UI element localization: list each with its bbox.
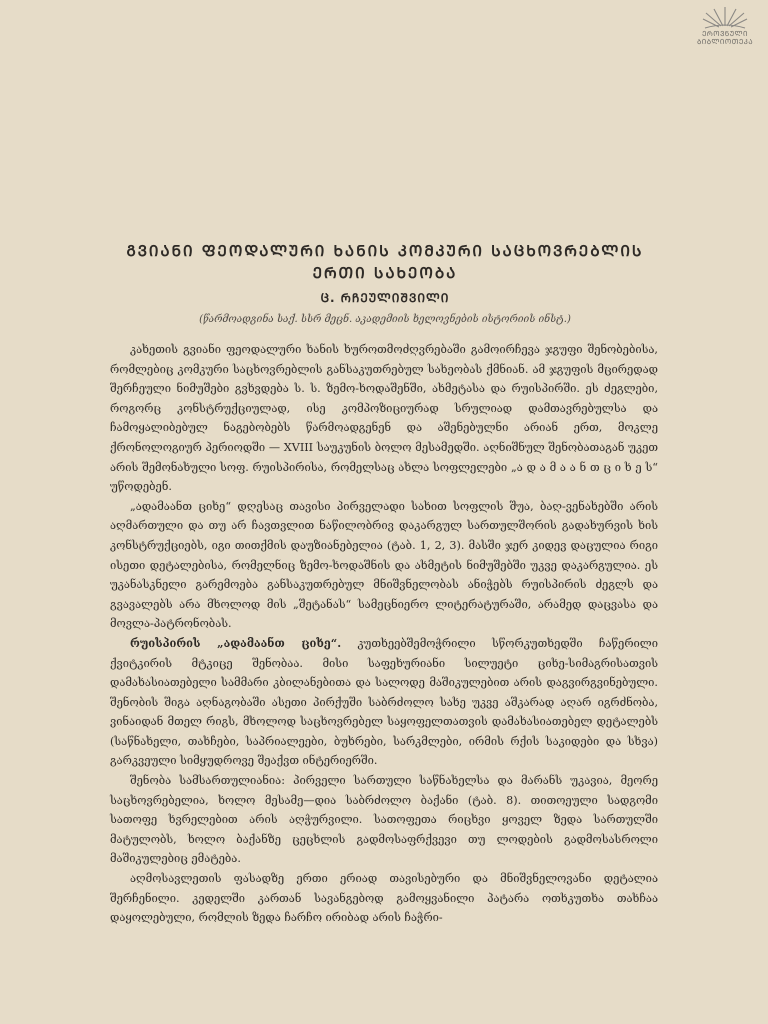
paragraph-4-text: შენობა სამსართულიანია: პირველი სართული საწნახელსა და მარანს უკავია, მეორე საცხოვრებელია, ხოლო მესამე—დია საბრძოლო ბაქანი (ტაბ. 8). თითოეული სადგომი სათოფე ხვრელებით არის აღჭურვილი. სათოფეთა რიცხვი ყოველ ზედა სართულში მატულობს, ხოლო ბაქანზე ცეცხლის გადმოსაფრქვევი თუ ლოდების გადმოსასროლი მაშიკულებიც ემატება. [110,774,658,866]
paragraph-2 [110,497,658,634]
paragraph-5 [110,869,658,928]
paragraph-3-lead: რუისპირის „ადამაანთ ციხე“. [130,635,342,650]
author-affiliation: (წარმოადგინა საქ. სსრ მეცნ. აკადემიის ხელოვნების ისტორიის ინსტ.) [199,314,571,325]
paragraph-5-text: აღმოსავლეთის ფასადზე ერთი ერიად თავისებური და მნიშვნელოვანი დეტალია შერჩენილი. კედელში კართან სავანგებოდ გამოყვანილი პატარა ოთხკუთხა თახჩაა დაყოლებული, რომლის ზედა ჩარჩო ირიბად არის ჩაჭრი- [110,872,658,925]
paragraph-2-text: „ადამაანთ ციხე“ დღესაც თავისი პირველადი სახით სოფლის შუა, ბაღ-ვენახებში არის აღმართული და თუ არ ჩავთვლით ნაწილობრივ დაკარგულ სართულშორის გადახურვის ხის კონსტრუქციებს, იგი თითქმის დაუზიანებელია (ტაბ. 1, 2, 3). მასში ჯერ კიდევ დაცულია რიგი ისეთი დეტალებისა, რომელნიც ზემო-ხოდაშნის და ახმეტის ნიმუშებში უკვე დაკარგულია. ეს უკანასკნელი გარემოება განსაკუთრებულ მნიშვნელობას ანიჭებს რუისპირის ძეგლს და გვავალებს არა მხოლოდ მის „შეტანას“ სამეცნიერო ლიტერატურაში, არამედ დაცვასა და მოვლა-პატრონობას. [110,499,658,631]
title-line-2: ᲔᲠᲗᲘ ᲡᲐᲮᲔᲝᲑᲐ [312,264,458,282]
paragraph-3 [110,634,658,771]
paragraph-1 [110,340,658,497]
paragraph-1-text: კახეთის გვიანი ფეოდალური ხანის ხუროთმოძღვრებაში გამოირჩევა ჯგუფი შენობებისა, რომლებიც კომკური საცხოვრებლის განსაკუთრებულ სახეობას ქმნიან. ამ ჯგუფის მცირედად შერჩეული ნიმუშები გვხვდება ს. ს. ზემო-ხოდაშენში, ახმეტასა და რუისპირში. ეს ძეგლები, როგორც კონსტრუქციულად, ისე კომპოზიციურად სრულიად დამთავრებულსა და ჩამოყალიბებულ ნაგებობებს წარმოადგენენ და აშენებულნი არიან ერთ, მოკლე ქრონოლოგიურ პერიოდში — XVIII საუკუნის ბოლო მესამედში. აღნიშნულ შენობათაგან უკეთ არის შემონახული სოფ. რუისპირისა, რომელსაც ახლა სოფლელები „ა დ ა მ ა ა ნ თ ც ი ხ ე ს“ უწოდებენ. [110,343,658,494]
book-fan-icon [700,4,750,30]
author-name: Ც. ᲠᲩᲔᲣᲚᲘᲨᲕᲘᲚᲘ [320,291,450,305]
paragraph-4 [110,771,658,869]
title-line-1: ᲒᲕᲘᲐᲜᲘ ᲤᲔᲝᲓᲐᲚᲣᲠᲘ ᲮᲐᲜᲘᲡ ᲙᲝᲛᲙᲣᲠᲘ ᲡᲐᲪᲮᲝᲕᲠᲔᲑᲚᲘᲡ [126,242,644,260]
article-title [100,240,670,284]
paragraph-3-text: კუთხეებშემოჭრილი სწორკუთხედში ჩაწერილი ქვიტკირის მტკიცე შენობაა. მისი საფეხურიანი სილუეტი ციხე-სიმაგრისათვის დამახასიათებელი სამმარი კბილანებითა და სალოდე მაშიკულებით არის დაგვირგვინებული. შენობის შიგა აღნაგობაში ასეთი პირქუში საბრძოლო სახე უკვე აშკარად აღარ იგრძნობა, ვინაიდან მთელ რიგს, მხოლოდ საცხოვრებელ საყოფელთათვის დამახასიათებელ დეტალებს (საწნახელი, თახჩები, საპრიალეები, ბუხრები, სარკმლები, ირმის რქის საკიდები და სხვა) გარკვეული სიმყუდროვე შეაქვთ ინტერიერში. [110,636,658,768]
stamp-line-1: ᲔᲠᲝᲕᲜᲣᲚᲘ [702,30,748,38]
stamp-line-2: ᲑᲘᲑᲚᲘᲝᲗᲔᲙᲐ [696,38,754,46]
library-stamp [692,4,758,46]
article-body [110,340,658,928]
